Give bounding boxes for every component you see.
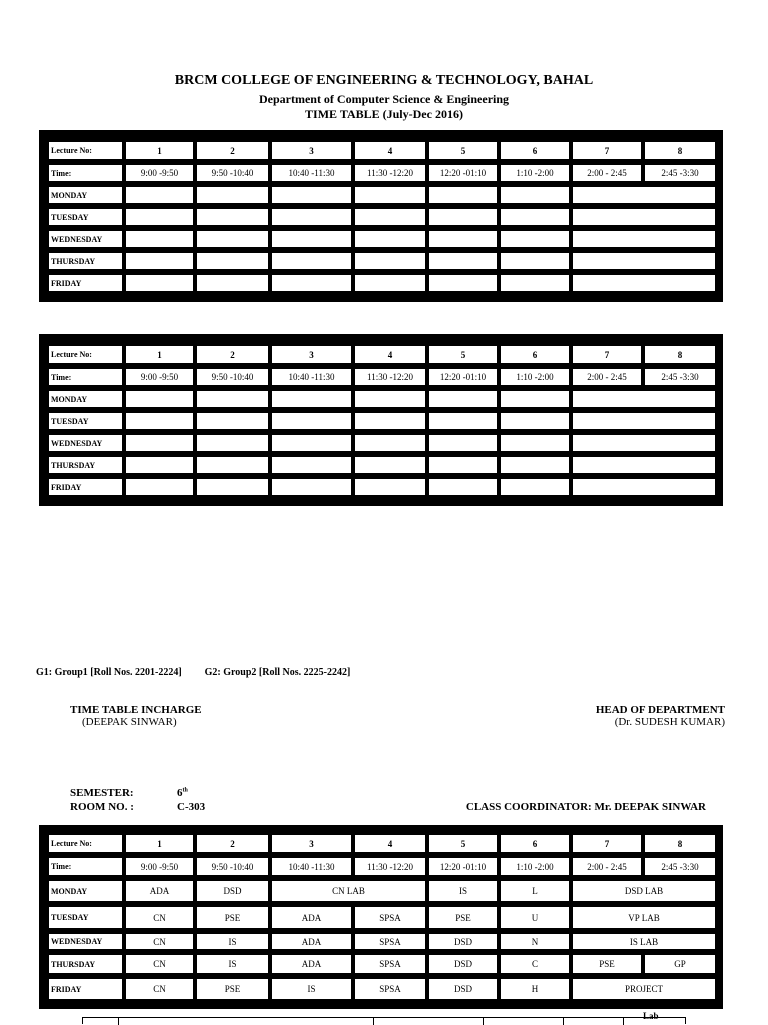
empty-slot (427, 477, 498, 496)
empty-slot (571, 411, 716, 430)
empty-slot (353, 207, 426, 226)
empty-slot (353, 411, 426, 430)
empty-slot (195, 477, 269, 496)
empty-slot (571, 433, 716, 452)
group2-note: G2: Group2 [Roll Nos. 2225-2242] (204, 667, 351, 678)
bottom-table-label: Lab (643, 1011, 659, 1021)
empty-slot (124, 389, 194, 408)
subject-slot: C (499, 953, 570, 974)
empty-slot (571, 229, 716, 248)
time-slot-4: 11:30 -12:20 (353, 367, 426, 386)
time-slot-3: 10:40 -11:30 (270, 856, 352, 876)
subject-slot: PSE (195, 905, 269, 929)
subject-slot: H (499, 977, 570, 1000)
empty-slot (353, 389, 426, 408)
empty-slot (353, 251, 426, 270)
time-slot-1: 9:00 -9:50 (124, 163, 194, 182)
empty-slot (353, 455, 426, 474)
empty-slot (427, 251, 498, 270)
lecture-number-7: 7 (571, 833, 642, 853)
day-label-wednesday: WEDNESDAY (47, 932, 123, 950)
empty-slot (499, 477, 570, 496)
time-slot-6: 1:10 -2:00 (499, 856, 570, 876)
lecture-number-1: 1 (124, 833, 194, 853)
subject-slot: IS (270, 977, 352, 1000)
semester-value: 6th (177, 787, 188, 799)
subject-slot: IS (427, 879, 498, 902)
semester-label: SEMESTER: (70, 787, 134, 799)
empty-slot (427, 185, 498, 204)
lecture-number-5: 5 (427, 833, 498, 853)
empty-slot (353, 433, 426, 452)
subject-slot: IS (195, 953, 269, 974)
empty-slot (427, 389, 498, 408)
time-slot-2: 9:50 -10:40 (195, 367, 269, 386)
empty-slot (270, 433, 352, 452)
lecture-number-2: 2 (195, 344, 269, 364)
empty-slot (499, 207, 570, 226)
empty-slot (270, 411, 352, 430)
group1-note: G1: Group1 [Roll Nos. 2201-2224] (36, 667, 182, 678)
subject-slot: CN (124, 932, 194, 950)
empty-slot (124, 185, 194, 204)
time-slot-1: 9:00 -9:50 (124, 367, 194, 386)
day-label-friday: FRIDAY (47, 977, 123, 1000)
lecture-number-3: 3 (270, 344, 352, 364)
empty-slot (195, 229, 269, 248)
lecture-number-6: 6 (499, 140, 570, 160)
subject-slot: DSD (195, 879, 269, 902)
empty-slot (427, 433, 498, 452)
lecture-number-6: 6 (499, 344, 570, 364)
empty-slot (499, 273, 570, 292)
subject-slot: DSD (427, 932, 498, 950)
bottom-table-partial (82, 1011, 686, 1024)
subject-slot: CN (124, 953, 194, 974)
empty-slot (124, 433, 194, 452)
day-label-tuesday: TUESDAY (47, 207, 123, 226)
lecture-number-4: 4 (353, 833, 426, 853)
day-label-monday: MONDAY (47, 389, 123, 408)
lecture-number-8: 8 (643, 833, 716, 853)
empty-slot (353, 477, 426, 496)
lecture-number-5: 5 (427, 140, 498, 160)
time-slot-7: 2:00 - 2:45 (571, 856, 642, 876)
subject-slot: ADA (270, 905, 352, 929)
hod-title: HEAD OF DEPARTMENT (595, 704, 725, 716)
subject-slot: N (499, 932, 570, 950)
time-slot-5: 12:20 -01:10 (427, 856, 498, 876)
timetable-grid-blank-2 (39, 334, 723, 506)
time-slot-4: 11:30 -12:20 (353, 856, 426, 876)
empty-slot (427, 229, 498, 248)
lecture-number-1: 1 (124, 344, 194, 364)
empty-slot (195, 207, 269, 226)
subject-slot: VP LAB (571, 905, 716, 929)
empty-slot (195, 433, 269, 452)
time-slot-5: 12:20 -01:10 (427, 163, 498, 182)
subject-slot: ADA (124, 879, 194, 902)
empty-slot (124, 455, 194, 474)
subject-slot: ADA (270, 932, 352, 950)
empty-slot (195, 411, 269, 430)
empty-slot (124, 229, 194, 248)
time-label: Time: (47, 856, 123, 876)
time-slot-3: 10:40 -11:30 (270, 367, 352, 386)
empty-slot (270, 229, 352, 248)
time-slot-2: 9:50 -10:40 (195, 163, 269, 182)
empty-slot (195, 251, 269, 270)
empty-slot (571, 185, 716, 204)
empty-slot (270, 207, 352, 226)
lecture-no-label: Lecture No: (47, 140, 123, 160)
room-label: ROOM NO. : (70, 801, 134, 813)
empty-slot (353, 229, 426, 248)
empty-slot (195, 389, 269, 408)
lecture-number-7: 7 (571, 140, 642, 160)
empty-slot (353, 273, 426, 292)
class-coordinator: CLASS COORDINATOR: Mr. DEEPAK SINWAR (465, 801, 706, 813)
empty-slot (124, 273, 194, 292)
time-label: Time: (47, 163, 123, 182)
subject-slot: PSE (571, 953, 642, 974)
timetable-grid-blank-1 (39, 130, 723, 302)
empty-slot (124, 477, 194, 496)
empty-slot (195, 273, 269, 292)
day-label-monday: MONDAY (47, 185, 123, 204)
empty-slot (499, 433, 570, 452)
subject-slot: PROJECT (571, 977, 716, 1000)
lecture-number-3: 3 (270, 833, 352, 853)
empty-slot (499, 389, 570, 408)
subject-slot: U (499, 905, 570, 929)
time-slot-8: 2:45 -3:30 (643, 856, 716, 876)
time-slot-1: 9:00 -9:50 (124, 856, 194, 876)
time-slot-5: 12:20 -01:10 (427, 367, 498, 386)
lecture-number-8: 8 (643, 344, 716, 364)
lecture-no-label: Lecture No: (47, 833, 123, 853)
lecture-number-4: 4 (353, 344, 426, 364)
college-title: BRCM COLLEGE OF ENGINEERING & TECHNOLOGY, BAHAL (174, 73, 594, 88)
incharge-name: (DEEPAK SINWAR) (82, 716, 177, 728)
empty-slot (270, 477, 352, 496)
groups-note (36, 667, 350, 678)
empty-slot (353, 185, 426, 204)
subject-slot: PSE (427, 905, 498, 929)
subject-slot: L (499, 879, 570, 902)
empty-slot (270, 251, 352, 270)
subject-slot: SPSA (353, 932, 426, 950)
subject-slot: IS (195, 932, 269, 950)
lecture-no-label: Lecture No: (47, 344, 123, 364)
lecture-number-2: 2 (195, 833, 269, 853)
day-label-friday: FRIDAY (47, 273, 123, 292)
empty-slot (270, 273, 352, 292)
time-slot-6: 1:10 -2:00 (499, 367, 570, 386)
subject-slot: CN (124, 905, 194, 929)
subject-slot: PSE (195, 977, 269, 1000)
time-label: Time: (47, 367, 123, 386)
subject-slot: ADA (270, 953, 352, 974)
empty-slot (571, 389, 716, 408)
timetable-title: TIME TABLE (July-Dec 2016) (305, 107, 463, 121)
room-value: C-303 (177, 801, 206, 813)
empty-slot (427, 455, 498, 474)
empty-slot (270, 185, 352, 204)
day-label-thursday: THURSDAY (47, 455, 123, 474)
subject-slot: SPSA (353, 905, 426, 929)
time-slot-4: 11:30 -12:20 (353, 163, 426, 182)
lecture-number-7: 7 (571, 344, 642, 364)
lecture-number-6: 6 (499, 833, 570, 853)
lecture-number-8: 8 (643, 140, 716, 160)
department-title: Department of Computer Science & Engineering (258, 92, 510, 106)
lecture-number-1: 1 (124, 140, 194, 160)
empty-slot (499, 411, 570, 430)
subject-slot: SPSA (353, 977, 426, 1000)
empty-slot (499, 185, 570, 204)
empty-slot (571, 207, 716, 226)
empty-slot (571, 273, 716, 292)
empty-slot (571, 455, 716, 474)
empty-slot (499, 251, 570, 270)
subject-slot: DSD (427, 977, 498, 1000)
day-label-wednesday: WEDNESDAY (47, 229, 123, 248)
empty-slot (427, 273, 498, 292)
time-slot-7: 2:00 - 2:45 (571, 163, 642, 182)
time-slot-7: 2:00 - 2:45 (571, 367, 642, 386)
day-label-tuesday: TUESDAY (47, 411, 123, 430)
lecture-number-5: 5 (427, 344, 498, 364)
empty-slot (195, 185, 269, 204)
empty-slot (195, 455, 269, 474)
day-label-tuesday: TUESDAY (47, 905, 123, 929)
empty-slot (124, 251, 194, 270)
empty-slot (571, 251, 716, 270)
day-label-wednesday: WEDNESDAY (47, 433, 123, 452)
empty-slot (499, 229, 570, 248)
subject-slot: CN LAB (270, 879, 426, 902)
subject-slot: IS LAB (571, 932, 716, 950)
time-slot-8: 2:45 -3:30 (643, 367, 716, 386)
day-label-friday: FRIDAY (47, 477, 123, 496)
empty-slot (499, 455, 570, 474)
lecture-number-3: 3 (270, 140, 352, 160)
lecture-number-4: 4 (353, 140, 426, 160)
empty-slot (124, 207, 194, 226)
time-slot-3: 10:40 -11:30 (270, 163, 352, 182)
empty-slot (571, 477, 716, 496)
day-label-monday: MONDAY (47, 879, 123, 902)
hod-name: (Dr. SUDESH KUMAR) (614, 716, 725, 728)
timetable-grid-sem6 (39, 825, 723, 1009)
subject-slot: CN (124, 977, 194, 1000)
empty-slot (124, 411, 194, 430)
empty-slot (427, 207, 498, 226)
time-slot-8: 2:45 -3:30 (643, 163, 716, 182)
subject-slot: SPSA (353, 953, 426, 974)
time-slot-2: 9:50 -10:40 (195, 856, 269, 876)
subject-slot: GP (643, 953, 716, 974)
time-slot-6: 1:10 -2:00 (499, 163, 570, 182)
empty-slot (270, 389, 352, 408)
empty-slot (427, 411, 498, 430)
incharge-title: TIME TABLE INCHARGE (70, 704, 202, 716)
empty-slot (270, 455, 352, 474)
subject-slot: DSD LAB (571, 879, 716, 902)
subject-slot: DSD (427, 953, 498, 974)
day-label-thursday: THURSDAY (47, 251, 123, 270)
day-label-thursday: THURSDAY (47, 953, 123, 974)
lecture-number-2: 2 (195, 140, 269, 160)
